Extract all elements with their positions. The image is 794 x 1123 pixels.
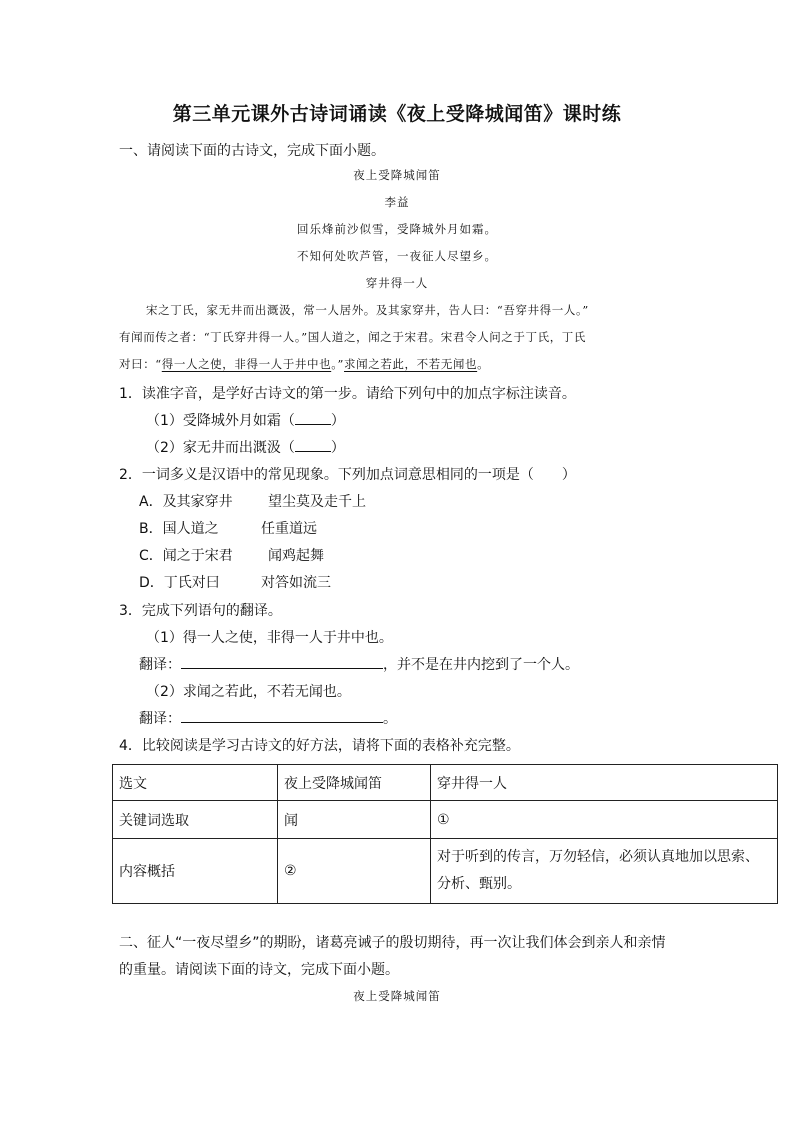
prose-title: 穿井得一人 [365, 276, 429, 290]
translation-tail: ，并不是在井内挖到了一个人。 [383, 657, 579, 673]
q2-option-a[interactable]: A．及其家穿井 [139, 494, 233, 510]
q3-sentence-2: （2）求闻之若此，不若无闻也。 [146, 684, 351, 700]
part2-poem-title: 夜上受降城闻笛 [353, 989, 441, 1003]
poem-title: 夜上受降城闻笛 [353, 168, 441, 182]
table-cell-answer[interactable]: ② [278, 839, 431, 904]
part2-line-2: 的重量。请阅读下面的诗文，完成下面小题。 [119, 962, 399, 978]
poem-author: 李益 [384, 195, 410, 209]
part2-line-1: 二、征人“一夜尽望乡”的期盼，诸葛亮诫子的殷切期待，再一次让我们体会到亲人和亲情 [119, 935, 666, 951]
table-cell: 对于听到的传言，万勿轻信，必须认真地加以思索、分析、甄别。 [431, 839, 778, 904]
prose-line-2: 有闻而传之者：“丁氏穿井得一人。”国人道之，闻之于宋君。宋君令人问之于丁氏，丁氏 [119, 330, 587, 344]
prose-line-1: 宋之丁氏，家无井而出溉汲，常一人居外。及其家穿井，告人曰：“吾穿井得一人。” [146, 303, 589, 317]
translation-label: 翻译： [139, 711, 181, 727]
q1-item-1-close: ） [330, 413, 345, 429]
comparison-table [112, 764, 778, 904]
table-row [113, 801, 778, 839]
q1-item-2-text: （2）家无井而出溉汲（ [146, 440, 295, 456]
q2-option-c-pair: 闻鸡起舞 [268, 548, 324, 564]
q2-option-a-pair: 望尘莫及走千上 [268, 494, 366, 510]
underlined-sentence-1: 得一人之使，非得一人于井中也 [161, 357, 332, 371]
poem-line-2: 不知何处吹芦管，一夜征人尽望乡。 [297, 249, 497, 263]
table-header-cell: 穿井得一人 [431, 765, 778, 801]
q2-stem: 2．一词多义是汉语中的常见现象。下列加点词意思相同的一项是（ ） [119, 467, 576, 483]
table-cell-answer[interactable]: ① [431, 801, 778, 839]
translation-blank[interactable] [181, 709, 383, 723]
q1-stem: 1．读准字音，是学好古诗文的第一步。请给下列句中的加点字标注读音。 [119, 386, 576, 402]
translation-label: 翻译： [139, 657, 181, 673]
q2-option-d-pair: 对答如流三 [261, 575, 331, 591]
q1-item-1-text: （1）受降城外月如霜（ [146, 413, 295, 429]
q3-translation-2 [139, 708, 397, 728]
table-cell: 关键词选取 [113, 801, 278, 839]
answer-blank[interactable] [295, 411, 331, 425]
underlined-sentence-2: 求闻之若此，不若无闻也 [344, 357, 478, 371]
q3-translation-1 [139, 654, 579, 674]
q3-stem: 3．完成下列语句的翻译。 [119, 603, 282, 619]
table-cell: 闻 [278, 801, 431, 839]
q2-option-c[interactable]: C．闻之于宋君 [139, 548, 233, 564]
q4-stem: 4．比较阅读是学习古诗文的好方法，请将下面的表格补充完整。 [119, 738, 520, 754]
q1-item-2 [146, 437, 345, 457]
q2-option-b-pair: 任重道远 [261, 521, 317, 537]
prose-line-3-mid: 。” [331, 357, 345, 371]
answer-blank[interactable] [295, 438, 331, 452]
table-header-cell: 选文 [113, 765, 278, 801]
table-header-cell: 夜上受降城闻笛 [278, 765, 431, 801]
table-header-row [113, 765, 778, 801]
prose-line-3 [119, 356, 489, 372]
prose-line-3-prefix: 对曰：“ [119, 357, 162, 371]
q1-item-2-close: ） [330, 440, 345, 456]
page-title: 第三单元课外古诗词诵读《夜上受降城闻笛》课时练 [172, 103, 622, 125]
q2-option-d[interactable]: D．丁氏对曰 [139, 575, 220, 591]
q2-option-b[interactable]: B．国人道之 [139, 521, 219, 537]
part1-heading: 一、请阅读下面的古诗文，完成下面小题。 [119, 143, 385, 159]
translation-blank[interactable] [181, 655, 383, 669]
prose-line-3-end: 。 [477, 357, 490, 371]
table-row [113, 839, 778, 904]
poem-line-1: 回乐烽前沙似雪，受降城外月如霜。 [297, 222, 497, 236]
q1-item-1 [146, 410, 345, 430]
table-cell: 内容概括 [113, 839, 278, 904]
q3-sentence-1: （1）得一人之使，非得一人于井中也。 [146, 630, 393, 646]
translation-tail: 。 [383, 711, 397, 727]
